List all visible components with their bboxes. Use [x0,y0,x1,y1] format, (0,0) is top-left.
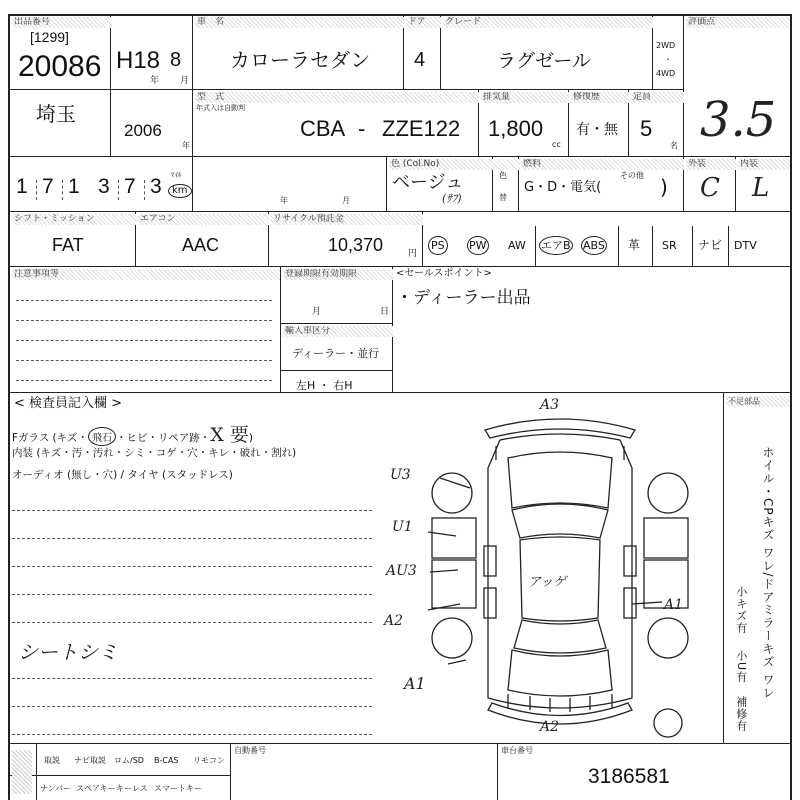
displacement: 1,800 [488,116,544,141]
mileage-unit-mile: ﾏｲﾙ [171,171,182,179]
damage-label-a2: A2 [384,613,404,629]
equip-airbag: エアB [539,236,573,255]
model-code: ZZE122 [382,116,461,141]
pointer-a1-left [448,660,466,664]
shaken-month-unit: 月 [342,196,350,205]
audio-line: オーディオ (無し・穴) / タイヤ (スタッドレス) [12,469,233,481]
notes-line [16,340,272,341]
diagram-bottom [8,743,792,744]
footer-carid-label: 自動番号 [234,746,266,755]
damage-label-a1-right: A1 [664,597,684,613]
lot-number: 20086 [18,50,102,83]
r2v1 [192,89,193,156]
notes-h1 [280,323,392,324]
interior-score: L [752,173,770,203]
notes-line [16,320,272,321]
damage-label-roof: アッゲ [528,575,567,590]
color-change-top: 色 [499,171,507,180]
mileage-digit: 7 [124,175,136,198]
equip-dtv: DTV [734,239,757,252]
door-rear-left [432,560,476,608]
mileage-digit: 1 [16,175,28,198]
handle-left [484,588,496,618]
r4v7 [692,226,693,266]
model-prefix: CBA [300,116,346,141]
doors-value: 4 [414,49,426,71]
lot-bracket: [1299] [30,29,69,45]
notes-v1 [280,266,281,392]
footer-h [8,775,230,776]
equip-sr: SR [662,239,677,252]
hdr-doors: ドア [406,17,441,28]
year-month: 8 [170,49,182,71]
side-note-main: ホイル・CPキズ ワレ/ドアミラーキズ ワレ [761,446,775,700]
damage-label-a1-left: A1 [404,674,426,693]
chassis-number: 3186581 [588,765,670,788]
insp-line [12,678,372,679]
equip-pw: PW [467,236,489,255]
year-unit: 年 [150,76,160,86]
equip-navi: ナビ [698,238,723,252]
rear-bumper [488,703,632,724]
side-note-2: 小キズ有 [734,586,748,634]
hdr-import: 輸入車区分 [283,326,393,337]
drive-2wd: 2WD [656,41,676,50]
drive-4wd: 4WD [656,69,676,78]
hdr-model: 型 式 [195,92,479,103]
damage-label-a2-rear: A2 [540,719,560,735]
handle-side: 左H ・ 右H [296,379,353,392]
footer-smartkey: スマートキー [154,784,202,793]
handle-right [624,588,636,618]
pointer-a2 [428,604,460,610]
footer-stamp [12,750,32,794]
recycle-yen: 円 [408,249,418,259]
mileage-digit: 3 [150,175,162,198]
region: 埼玉 [36,102,76,126]
hdr-regexpiry: 登録期限有効期限 [283,269,393,280]
hood [508,452,612,508]
mileage-digits [12,174,172,202]
damage-label-u1: U1 [392,519,413,535]
glass-prefix: Fガラス (キズ・ [12,432,88,444]
hdr-int: 内装 [738,159,790,170]
notes-line [16,360,272,361]
r4v6 [652,226,653,266]
repair-history: 有・無 [576,122,618,138]
side-note-4: 補修有 [734,696,748,732]
hdr-score: 評価点 [686,17,790,28]
inspector-title: < 検査員記入欄 > [14,396,123,411]
year-era: H18 [116,47,161,74]
glass-line [12,420,253,447]
notes-h2 [280,370,392,371]
glass-close: ) [248,432,253,444]
insp-line [12,594,372,595]
r3v1 [192,156,193,211]
recycle-fee: 10,370 [328,235,384,255]
fuel-other: その他 [620,171,644,180]
footer-plate: ナンバー [40,784,72,793]
spare-circle [654,709,682,737]
color-value: ベージュ [392,172,464,193]
mirror-left [484,546,496,576]
fuel-options: G・D・電気( [524,180,602,195]
door-front-right [644,518,688,558]
overall-score: 3.5 [700,92,777,148]
damage-label-a3: A3 [540,397,560,413]
windshield [512,504,608,538]
car-damage-diagram [400,398,720,743]
month-unit: 月 [180,76,190,86]
frame-right [790,14,792,800]
notes-line [16,380,272,381]
footer-navi-manual: ナビ取説 [74,756,106,765]
mileage-unit-km: km [168,184,192,198]
glass-mark: X 要 [210,424,249,446]
auto-note: 年式入は自動判 [196,104,245,112]
footer-v2 [497,743,498,800]
reg-month-unit: 月 [312,307,322,317]
door-front-left [432,518,476,558]
hdr-grade: グレード [443,17,653,28]
row2-bottom [8,156,792,157]
model-dash: - [358,116,366,141]
hdr-color: 色 (Col.No) [389,159,520,170]
diag-right-v [723,392,724,743]
notes-bottom [8,392,792,393]
color-note: (ｻﾌ) [442,192,462,205]
drive-dot: ・ [664,55,672,64]
footer-v3 [36,743,37,800]
sales-point: ・ディーラー出品 [396,288,531,308]
wheel-rear-right [648,618,688,658]
insp-line [12,622,372,623]
rear-window [514,620,606,653]
mileage-digit: 1 [68,175,80,198]
reg-day-unit: 日 [380,307,390,317]
footer-keyless: キーレス [116,784,148,793]
footer-bcas: B-CAS [154,756,179,765]
notes-line [16,300,272,301]
first-reg-year: 2006 [124,121,162,140]
transmission: FAT [52,235,84,255]
hdr-notes: 注意事項等 [12,269,280,280]
hdr-seats: 定員 [631,92,684,103]
hdr-disp: 排気量 [481,92,569,103]
equip-ps: PS [428,236,448,255]
aircon: AAC [182,235,220,255]
missing-parts-header: 不足部品 [726,396,790,407]
equip-aw: AW [508,239,526,252]
footer-remote: リモコン [193,756,225,765]
handwritten-note: シートシミ [18,640,118,664]
v6 [683,14,684,156]
color-change-bottom: 替 [499,193,507,202]
frame-top [8,14,792,16]
hdr-shift: シフト・ミッション [12,214,136,225]
equip-leather: 革 [628,238,641,252]
hdr-ac: エアコン [138,214,269,225]
r4v8 [728,226,729,266]
seats: 5 [640,116,653,141]
fuel-close: ) [660,175,668,199]
import-value: ディーラー・並行 [292,347,380,360]
seats-unit: 名 [670,141,678,150]
front-bumper [485,419,635,438]
footer-sparekey: スペアキー [76,784,116,793]
row4-bottom [8,266,792,267]
damage-label-au3: AU3 [386,563,417,579]
side-note-3: 小U有 [734,650,748,684]
r3v2 [386,156,387,211]
footer-v1 [230,743,231,800]
footer-rom: ロム/SD [114,756,144,765]
insp-line [12,510,372,511]
glass-circled: 飛石 [88,427,116,446]
insp-line [12,566,372,567]
r4v5 [618,226,619,266]
hdr-ext: 外装 [686,159,736,170]
car-name: カローラセダン [230,48,371,72]
glass-suffix: ・ヒビ・リペア跡・ [115,432,211,444]
footer-chassis-label: 車台番号 [501,746,533,755]
wheel-rear-left [432,618,472,658]
r4v4 [535,226,536,266]
wheel-front-right [648,473,688,513]
hdr-lot: 出品番号 [12,17,112,28]
v1 [110,14,111,156]
mileage-digit: 7 [42,175,54,198]
first-reg-year-unit: 年 [182,141,190,150]
insp-line [12,734,372,735]
wheel-front-left [432,473,472,513]
insp-line [12,706,372,707]
grade-value: ラグゼール [497,50,591,72]
mirror-right [624,546,636,576]
row3-bottom [8,211,792,212]
pointer-au3 [430,570,458,572]
hdr-repair: 修復歴 [571,92,629,103]
insp-line [12,538,372,539]
cc-unit: cc [552,140,561,149]
mileage-digit: 3 [98,175,110,198]
frame-left [8,14,10,800]
v2 [192,14,193,89]
equip-abs: ABS [581,236,607,255]
footer-manual: 取説 [44,756,60,765]
shaken-year-unit: 年 [280,196,288,205]
damage-label-u3: U3 [390,467,411,483]
sales-point-label: <セールスポイント> [396,268,492,279]
pointer-u3 [440,478,470,488]
hdr-recycle: リサイクル預託金 [271,214,423,225]
interior-line: 内装 (キズ・汚・汚れ・シミ・コゲ・穴・キレ・破れ・割れ) [12,447,297,459]
trunk [508,650,612,696]
hdr-fuel: 燃料 [521,159,684,170]
exterior-score: C [700,173,720,203]
hdr-carname: 車 名 [195,17,404,28]
